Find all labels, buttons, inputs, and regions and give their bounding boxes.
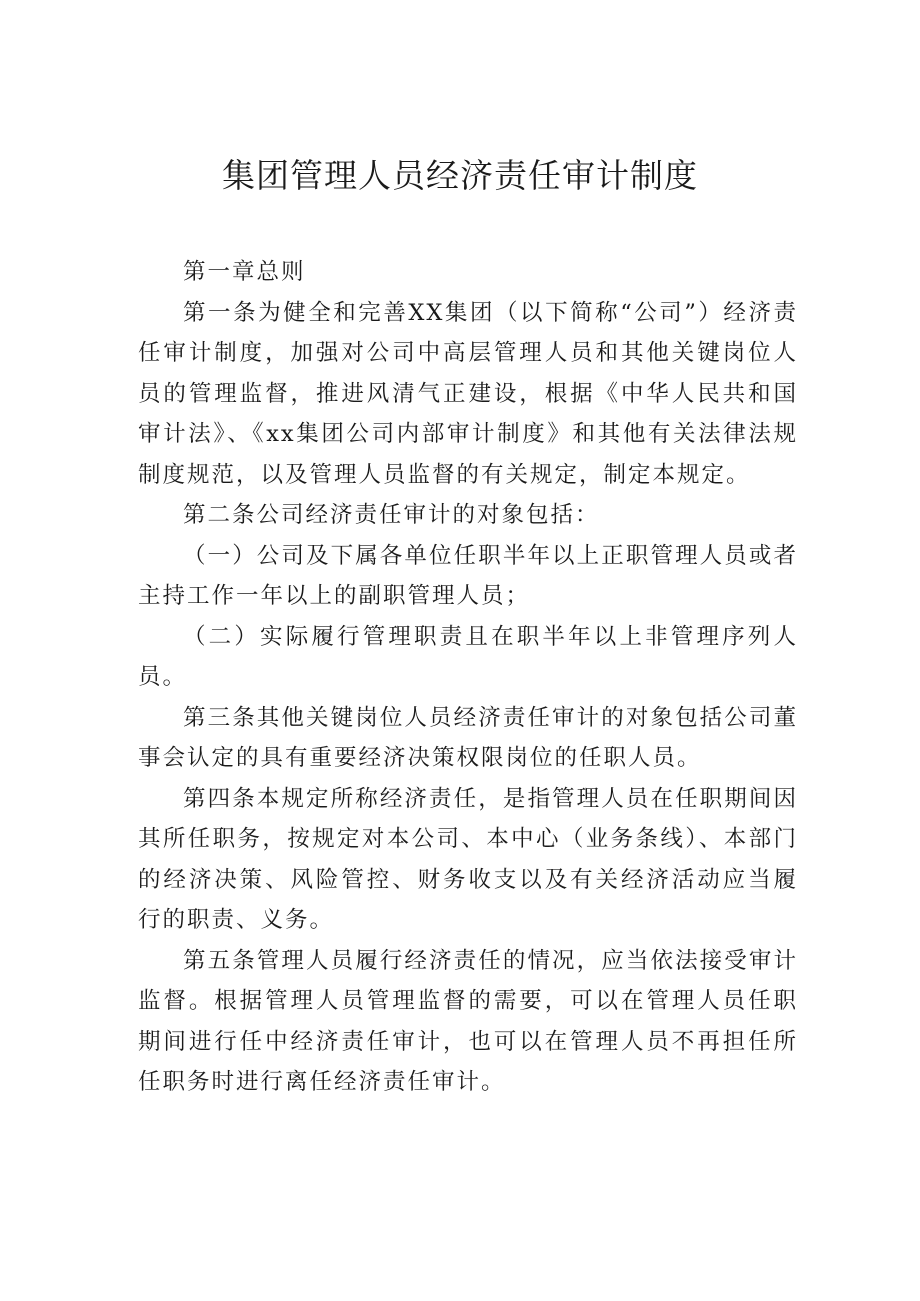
article-2: 第二条公司经济责任审计的对象包括： [183, 502, 600, 528]
article-5: 第五条管理人员履行经济责任的情况，应当依法接受审计监督。根据管理人员管理监督的需要，可以在管理人员任职期间进行任中经济责任审计，也可以在管理人员不再担任所任职务时进行离任经济责任审计。 [138, 947, 798, 1095]
chapter-heading: 第一章总则 [183, 259, 306, 285]
article-2-item-2: （二）实际履行管理职责且在职半年以上非管理序列人员。 [138, 623, 798, 690]
article-2-item-1: （一）公司及下属各单位任职半年以上正职管理人员或者主持工作一年以上的副职管理人员； [138, 542, 798, 609]
article-1: 第一条为健全和完善XX集团（以下简称“公司”）经济责任审计制度，加强对公司中高层管理人员和其他关键岗位人员的管理监督，推进风清气正建设，根据《中华人民共和国审计法》、《xx集团公司内部审计制度》和其他有关法律法规制度规范，以及管理人员监督的有关规定，制定本规定。 [138, 299, 798, 488]
document-body [138, 252, 798, 1103]
article-4: 第四条本规定所称经济责任，是指管理人员在任职期间因其所任职务，按规定对本公司、本中心（业务条线）、本部门的经济决策、风险管控、财务收支以及有关经济活动应当履行的职责、义务。 [138, 785, 798, 933]
article-3: 第三条其他关键岗位人员经济责任审计的对象包括公司董事会认定的具有重要经济决策权限岗位的任职人员。 [138, 704, 798, 771]
document-title: 集团管理人员经济责任审计制度 [222, 156, 698, 195]
